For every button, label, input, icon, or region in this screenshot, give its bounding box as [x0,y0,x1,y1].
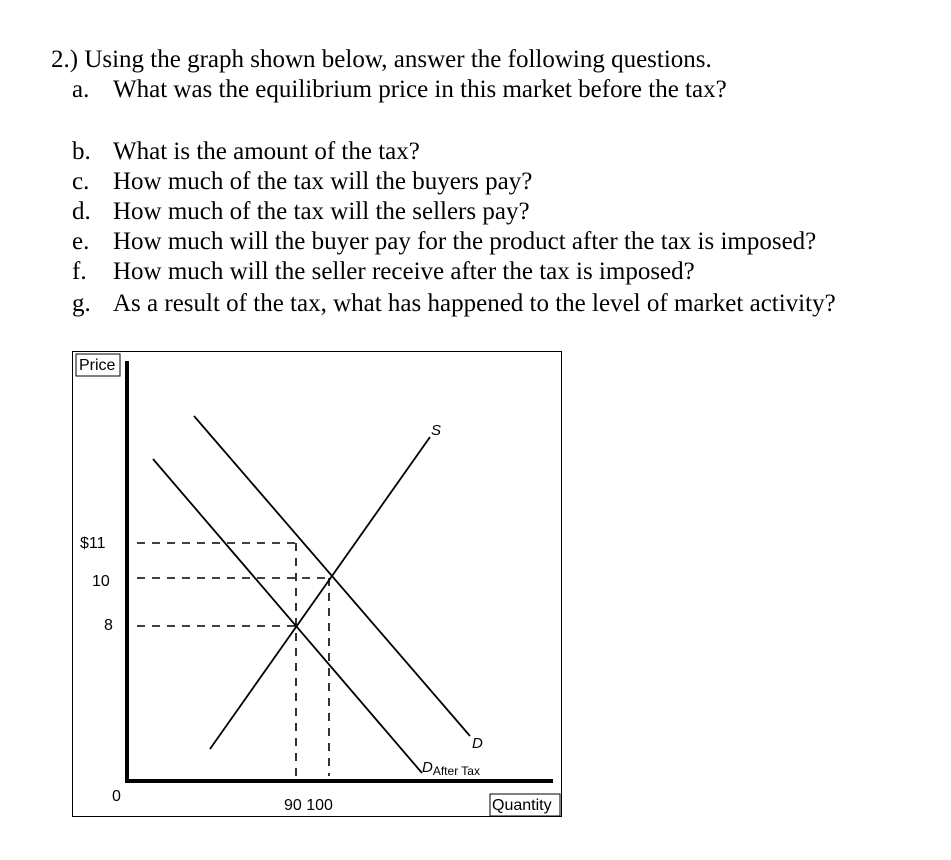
tax-incidence-graph [72,351,564,819]
supply-label: S [431,422,442,439]
item-text: How much will the seller receive after the tax is imposed? [113,258,695,285]
item-text: As a result of the tax, what has happened to the level of market activity? [113,290,836,317]
quantity-tick-90-100: 90 100 [284,797,333,814]
price-tick-10: 10 [92,573,110,590]
item-letter: c. [72,168,90,195]
item-letter: d. [72,198,91,225]
question-title: 2.) Using the graph shown below, answer the following questions. [51,46,712,73]
y-axis-label: Price [79,357,116,374]
graph-frame [73,352,562,817]
demand-label: D [472,735,483,752]
demand-after-tax-suffix: After Tax [432,764,480,778]
item-text: How much of the tax will the sellers pay? [113,198,530,225]
item-letter: b. [72,138,91,165]
item-letter: e. [72,228,90,255]
price-tick-8: 8 [104,617,113,634]
item-text: What was the equilibrium price in this market before the tax? [113,76,727,103]
item-text: How much of the tax will the buyers pay? [113,168,533,195]
item-letter: f. [72,258,87,285]
demand-after-tax-prefix: D [422,759,433,776]
origin-label: 0 [112,788,121,805]
item-letter: a. [72,76,90,103]
item-letter: g. [72,290,91,317]
item-text: How much will the buyer pay for the product after the tax is imposed? [113,228,817,255]
x-axis-label: Quantity [492,797,552,814]
item-text: What is the amount of the tax? [113,138,420,165]
price-tick-11: $11 [80,535,106,552]
